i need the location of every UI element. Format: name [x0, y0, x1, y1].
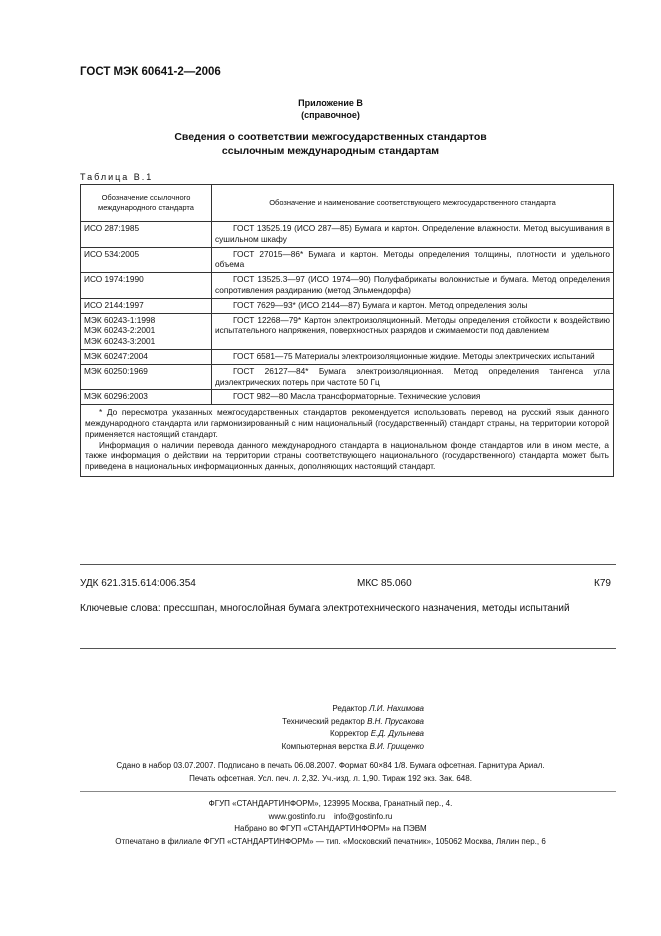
publisher-info	[0, 798, 661, 848]
table-row	[81, 390, 614, 405]
credit-name: Л.И. Нахимова	[369, 704, 424, 713]
ref-standard-cell: ИСО 2144:1997	[81, 298, 212, 313]
interstate-standard-cell: ГОСТ 27015—86* Бумага и картон. Методы определения толщины, плотности и удельного объема	[212, 247, 614, 273]
interstate-standard-cell: ГОСТ 982—80 Масла трансформаторные. Технические условия	[212, 390, 614, 405]
footnote-info: Информация о наличии перевода данного международного стандарта в национальном фонде стандартов или в ином месте, а также информация о действии на территории страны соответствующего национального (государственного) стандарта может быть приведена в национальных информационных данных, дополняющих настоящий стандарт.	[85, 439, 609, 472]
appendix-subtitle: (справочное)	[301, 110, 360, 120]
keywords: Ключевые слова: прессшпан, многослойная бумага электротехнического назначения, методы испытаний	[80, 603, 570, 614]
table-row	[81, 364, 614, 390]
publisher-line-1: ФГУП «СТАНДАРТИНФОРМ», 123995 Москва, Гранатный пер., 4.	[208, 799, 453, 808]
classification-code: К79	[594, 578, 611, 589]
ref-standard-cell: ИСО 1974:1990	[81, 273, 212, 299]
publisher-line-4: Отпечатано в филиале ФГУП «СТАНДАРТИНФОРМ» — тип. «Московский печатник», 105062 Москва, Лялин пер., 6	[115, 836, 546, 846]
table-row	[81, 313, 614, 349]
heading-line-2: ссылочным международным стандартам	[221, 145, 440, 157]
interstate-standard-cell: ГОСТ 6581—75 Материалы электроизоляционные жидкие. Методы электрических испытаний	[212, 349, 614, 364]
ref-standard-cell: МЭК 60296:2003	[81, 390, 212, 405]
appendix-header	[0, 97, 661, 121]
correspondence-table	[80, 184, 614, 477]
ref-standard-cell: ИСО 287:1985	[81, 222, 212, 248]
credit-name: В.И. Грищенко	[369, 741, 424, 751]
publisher-line-3: Набрано во ФГУП «СТАНДАРТИНФОРМ» на ПЭВМ	[234, 824, 427, 833]
credit-role: Технический редактор	[282, 716, 365, 726]
divider-line	[80, 564, 616, 565]
credit-proofreader	[0, 728, 424, 741]
print-info-line-1: Сдано в набор 03.07.2007. Подписано в печать 06.08.2007. Формат 60×84 1/8. Бумага офсетная. Гарнитура Ариал.	[116, 761, 545, 770]
table-header-row	[81, 185, 614, 222]
heading-line-1: Сведения о соответствии межгосударственных стандартов	[174, 131, 487, 143]
table-footnote	[81, 405, 614, 477]
header-international-standard: Обозначение ссылочного международного стандарта	[81, 185, 212, 222]
table-row	[81, 247, 614, 273]
credit-name: Е.Д. Дульнева	[370, 729, 424, 738]
print-info-line-2: Печать офсетная. Усл. печ. л. 2,32. Уч.-изд. л. 1,90. Тираж 192 экз. Зак. 648.	[189, 773, 472, 783]
credits-block	[0, 703, 661, 753]
table-caption: Таблица В.1	[80, 172, 154, 182]
interstate-standard-cell: ГОСТ 12268—79* Картон электроизоляционный. Методы определения стойкости к воздействию испытательного напряжения, поверхностных разрядов и сжимаемости под давлением	[212, 313, 614, 349]
ref-standard-cell: МЭК 60243-1:1998 МЭК 60243-2:2001 МЭК 60243-3:2001	[81, 313, 212, 349]
ref-standard-cell: МЭК 60250:1969	[81, 364, 212, 390]
table-row	[81, 222, 614, 248]
section-heading	[0, 130, 661, 158]
ref-standard-cell: МЭК 60247:2004	[81, 349, 212, 364]
credit-tech-editor	[0, 716, 424, 729]
table-row	[81, 273, 614, 299]
interstate-standard-cell: ГОСТ 13525.3—97 (ИСО 1974—90) Полуфабрикаты волокнистые и бумага. Метод определения сопротивления раздиранию (метод Эльмендорфа)	[212, 273, 614, 299]
credit-name: В.Н. Прусакова	[367, 716, 424, 726]
table-footnote-row	[81, 405, 614, 477]
publisher-line-2: www.gostinfo.ru info@gostinfo.ru	[268, 811, 393, 821]
divider-line	[80, 648, 616, 649]
table-row	[81, 349, 614, 364]
table-row	[81, 298, 614, 313]
footnote-asterisk: * До пересмотра указанных межгосударственных стандартов рекомендуется использовать перевод на русский язык данного международного стандарта или гармонизированный с ним национальный (государственный) стандарт страны, на территории которой применяется настоящий стандарт.	[85, 407, 609, 439]
credit-editor	[0, 703, 424, 716]
divider-line	[80, 791, 616, 792]
credit-role: Корректор	[329, 729, 369, 738]
mks-code: МКС 85.060	[357, 578, 412, 589]
ref-standard-cell: ИСО 534:2005	[81, 247, 212, 273]
print-info	[0, 760, 661, 785]
interstate-standard-cell: ГОСТ 7629—93* (ИСО 2144—87) Бумага и картон. Метод определения золы	[212, 298, 614, 313]
document-id: ГОСТ МЭК 60641-2—2006	[80, 66, 221, 78]
interstate-standard-cell: ГОСТ 13525.19 (ИСО 287—85) Бумага и картон. Определение влажности. Метод высушивания в сушильном шкафу	[212, 222, 614, 248]
credit-role: Компьютерная верстка	[281, 741, 368, 751]
credit-layout	[0, 741, 424, 754]
appendix-title: Приложение В	[298, 98, 363, 108]
interstate-standard-cell: ГОСТ 26127—84* Бумага электроизоляционная. Метод определения тангенса угла диэлектрических потерь при частоте 50 Гц	[212, 364, 614, 390]
header-interstate-standard: Обозначение и наименование соответствующего межгосударственного стандарта	[212, 185, 614, 222]
udk-code: УДК 621.315.614:006.354	[80, 578, 196, 589]
credit-role: Редактор	[332, 704, 367, 713]
